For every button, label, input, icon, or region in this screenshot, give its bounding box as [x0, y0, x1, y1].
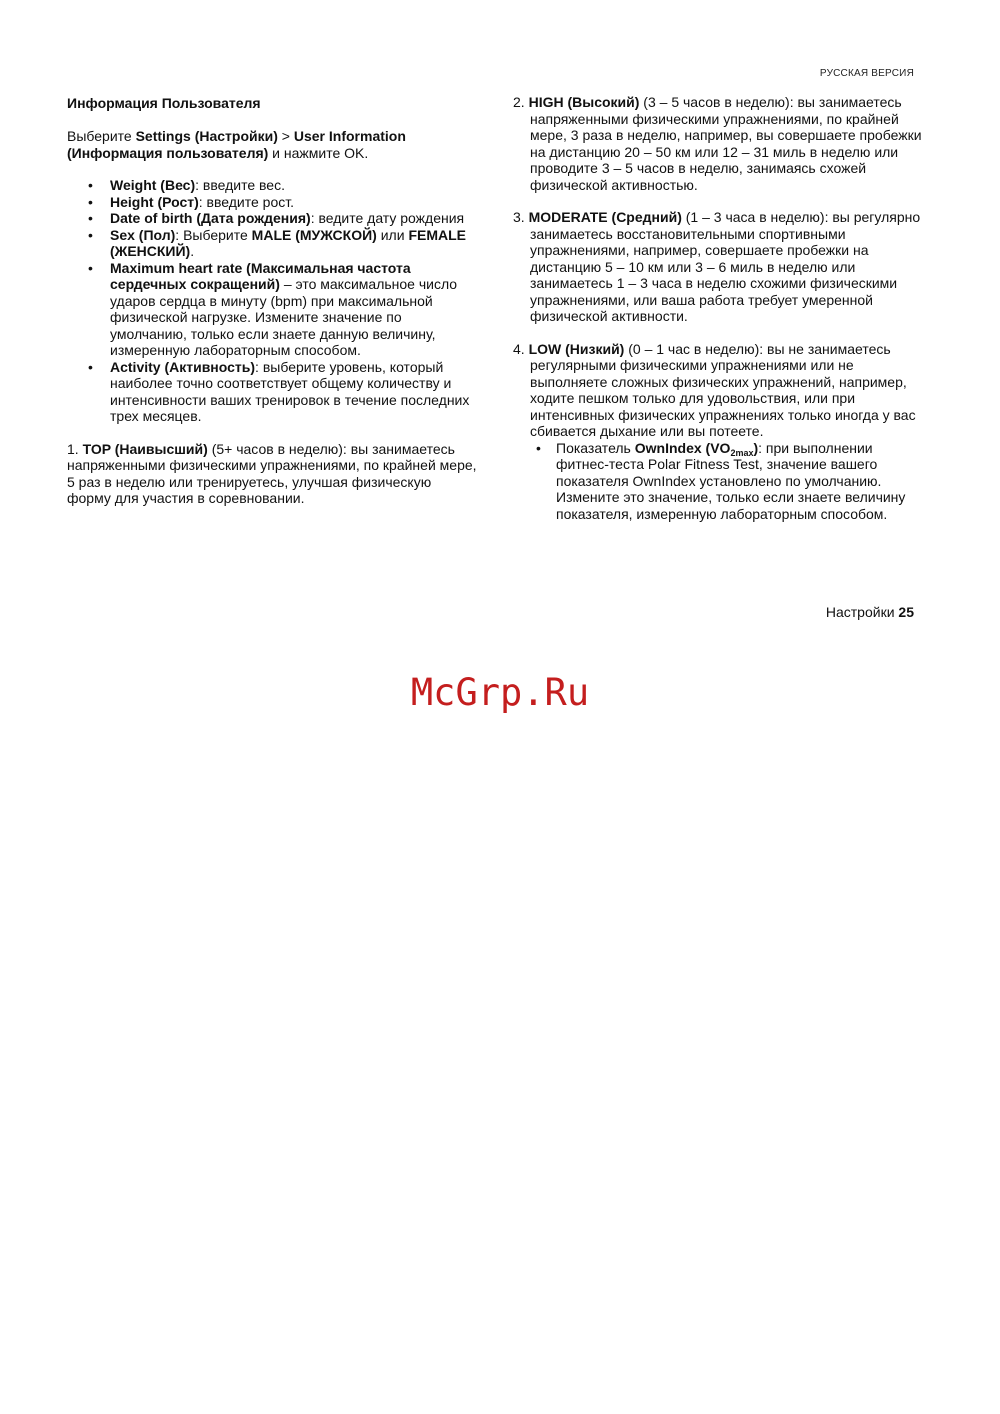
field-description: : Выберите [175, 226, 252, 243]
bullet-icon: • [536, 439, 541, 456]
field-name: Date of birth (Дата рождения) [110, 210, 311, 226]
intro-separator: > [277, 128, 294, 144]
activity-level-high [513, 94, 923, 193]
section-title: Информация Пользователя [67, 95, 261, 111]
field-name: Height (Рост) [110, 193, 199, 210]
list-item [88, 259, 477, 359]
level-description: (1 – 3 часа в неделю): вы регулярно занимаетесь восстановительными спортивными упражнениями, например, совершаете пробежки на дистанцию 5 – 10 км или 3 – 6 миль в неделю или занимаетесь 1 – 3 часа в неделю схожими физическими упражнениями, или ваша работа требует умеренной физической активности. [530, 209, 921, 324]
field-description: : выберите уровень, который наиболее точно соответствует общему количеству и интенсивности ваших тренировок в течение последних трех месяцев. [110, 358, 470, 424]
field-name: Weight (Вес) [110, 177, 196, 193]
ownindex-description: : при выполнении фитнес-теста Polar Fitness Test, значение вашего показателя OwnIndex установлено по умолчанию. Измените это значение, только если знаете величину показателя, измеренную лабораторным способом. [556, 439, 906, 522]
level-number: 1. [67, 440, 83, 457]
level-description: (0 – 1 час в неделю): вы не занимаетесь регулярными физическими упражнениями или не выполняете сложных физических упражнений, например, ходите пешком только для удовольствия, или при интенсивных физических упражнениях только иногда у вас сбивается дыхание или вы потеете. [530, 340, 916, 439]
ownindex-label: OwnIndex (VO [634, 439, 731, 456]
field-description: : введите рост. [198, 193, 294, 210]
page-number: 25 [898, 604, 914, 620]
activity-level-low [513, 341, 923, 440]
settings-menu-name: Settings (Настройки) [135, 128, 278, 144]
list-item [88, 358, 477, 425]
intro-text: Выберите [67, 128, 136, 144]
field-description: : ведите дату рождения [310, 210, 465, 226]
level-description: (3 – 5 часов в неделю): вы занимаетесь напряженными физическими упражнениями, по крайней мере, 3 раза в неделю, например, вы совершаете пробежки на дистанцию 20 – 50 км или 12 – 31 миль в неделю или проводите 3 – 5 часов в неделю, занимаясь схожей физической активностью. [530, 94, 922, 193]
vo2max-subscript: 2max [730, 447, 754, 458]
ownindex-name [635, 440, 758, 456]
bullet-icon: • [88, 193, 93, 210]
list-item [88, 193, 477, 211]
activity-level-moderate [513, 209, 923, 325]
list-item [88, 210, 477, 227]
page-footer [826, 604, 914, 621]
level-description: (5+ часов в неделю): вы занимаетесь напряженными физическими упражнениями, по крайней мере, 5 раз в неделю или тренируетесь, улучшая физическую форму для участия в соревновании. [67, 440, 477, 506]
option-female: FEMALE (ЖЕНСКИЙ) [110, 226, 466, 259]
bullet-icon: • [88, 226, 93, 243]
user-info-menu-name: User Information (Информация пользователя) [67, 128, 406, 161]
bullet-icon: • [88, 210, 93, 226]
level-number: 4. [513, 340, 529, 357]
version-label: РУССКАЯ ВЕРСИЯ [819, 68, 914, 79]
list-item [536, 439, 923, 523]
left-column [67, 94, 477, 523]
bullet-icon: • [88, 358, 93, 375]
field-description: . [190, 243, 195, 259]
level-name: MODERATE (Средний) [528, 209, 682, 225]
field-description: или [376, 226, 409, 243]
level-name: LOW (Низкий) [528, 340, 625, 357]
field-name: Sex (Пол) [110, 226, 176, 243]
right-column [513, 94, 923, 522]
level-name: TOP (Наивысший) [82, 440, 208, 457]
ownindex-list [513, 440, 923, 523]
list-item [88, 177, 477, 194]
field-list [67, 177, 477, 425]
list-item [88, 226, 477, 260]
ownindex-prefix: Показатель [556, 439, 635, 456]
level-name: HIGH (Высокий) [528, 94, 640, 110]
intro-paragraph [67, 128, 477, 161]
activity-level-top [67, 441, 477, 507]
ownindex-label-end: ) [753, 439, 759, 456]
field-name: Maximum heart rate (Максимальная частота сердечных сокращений) [110, 259, 411, 292]
level-number: 2. [513, 94, 529, 110]
bullet-icon: • [88, 177, 93, 193]
field-description: : введите вес. [195, 177, 285, 193]
field-description: – это максимальное число ударов сердца в минуту (bpm) при максимальной физической нагрузке. Измените значение по умолчанию, только если знаете данную величину, измеренную лабораторным способом. [110, 276, 458, 358]
intro-text-end: и нажмите OK. [268, 144, 369, 161]
field-name: Activity (Активность) [110, 358, 256, 375]
option-male: MALE (МУЖСКОЙ) [251, 226, 377, 243]
watermark-logo: McGrp.Ru [410, 671, 590, 714]
footer-section-name: Настройки [825, 604, 899, 620]
bullet-icon: • [88, 259, 93, 276]
level-number: 3. [513, 209, 529, 225]
